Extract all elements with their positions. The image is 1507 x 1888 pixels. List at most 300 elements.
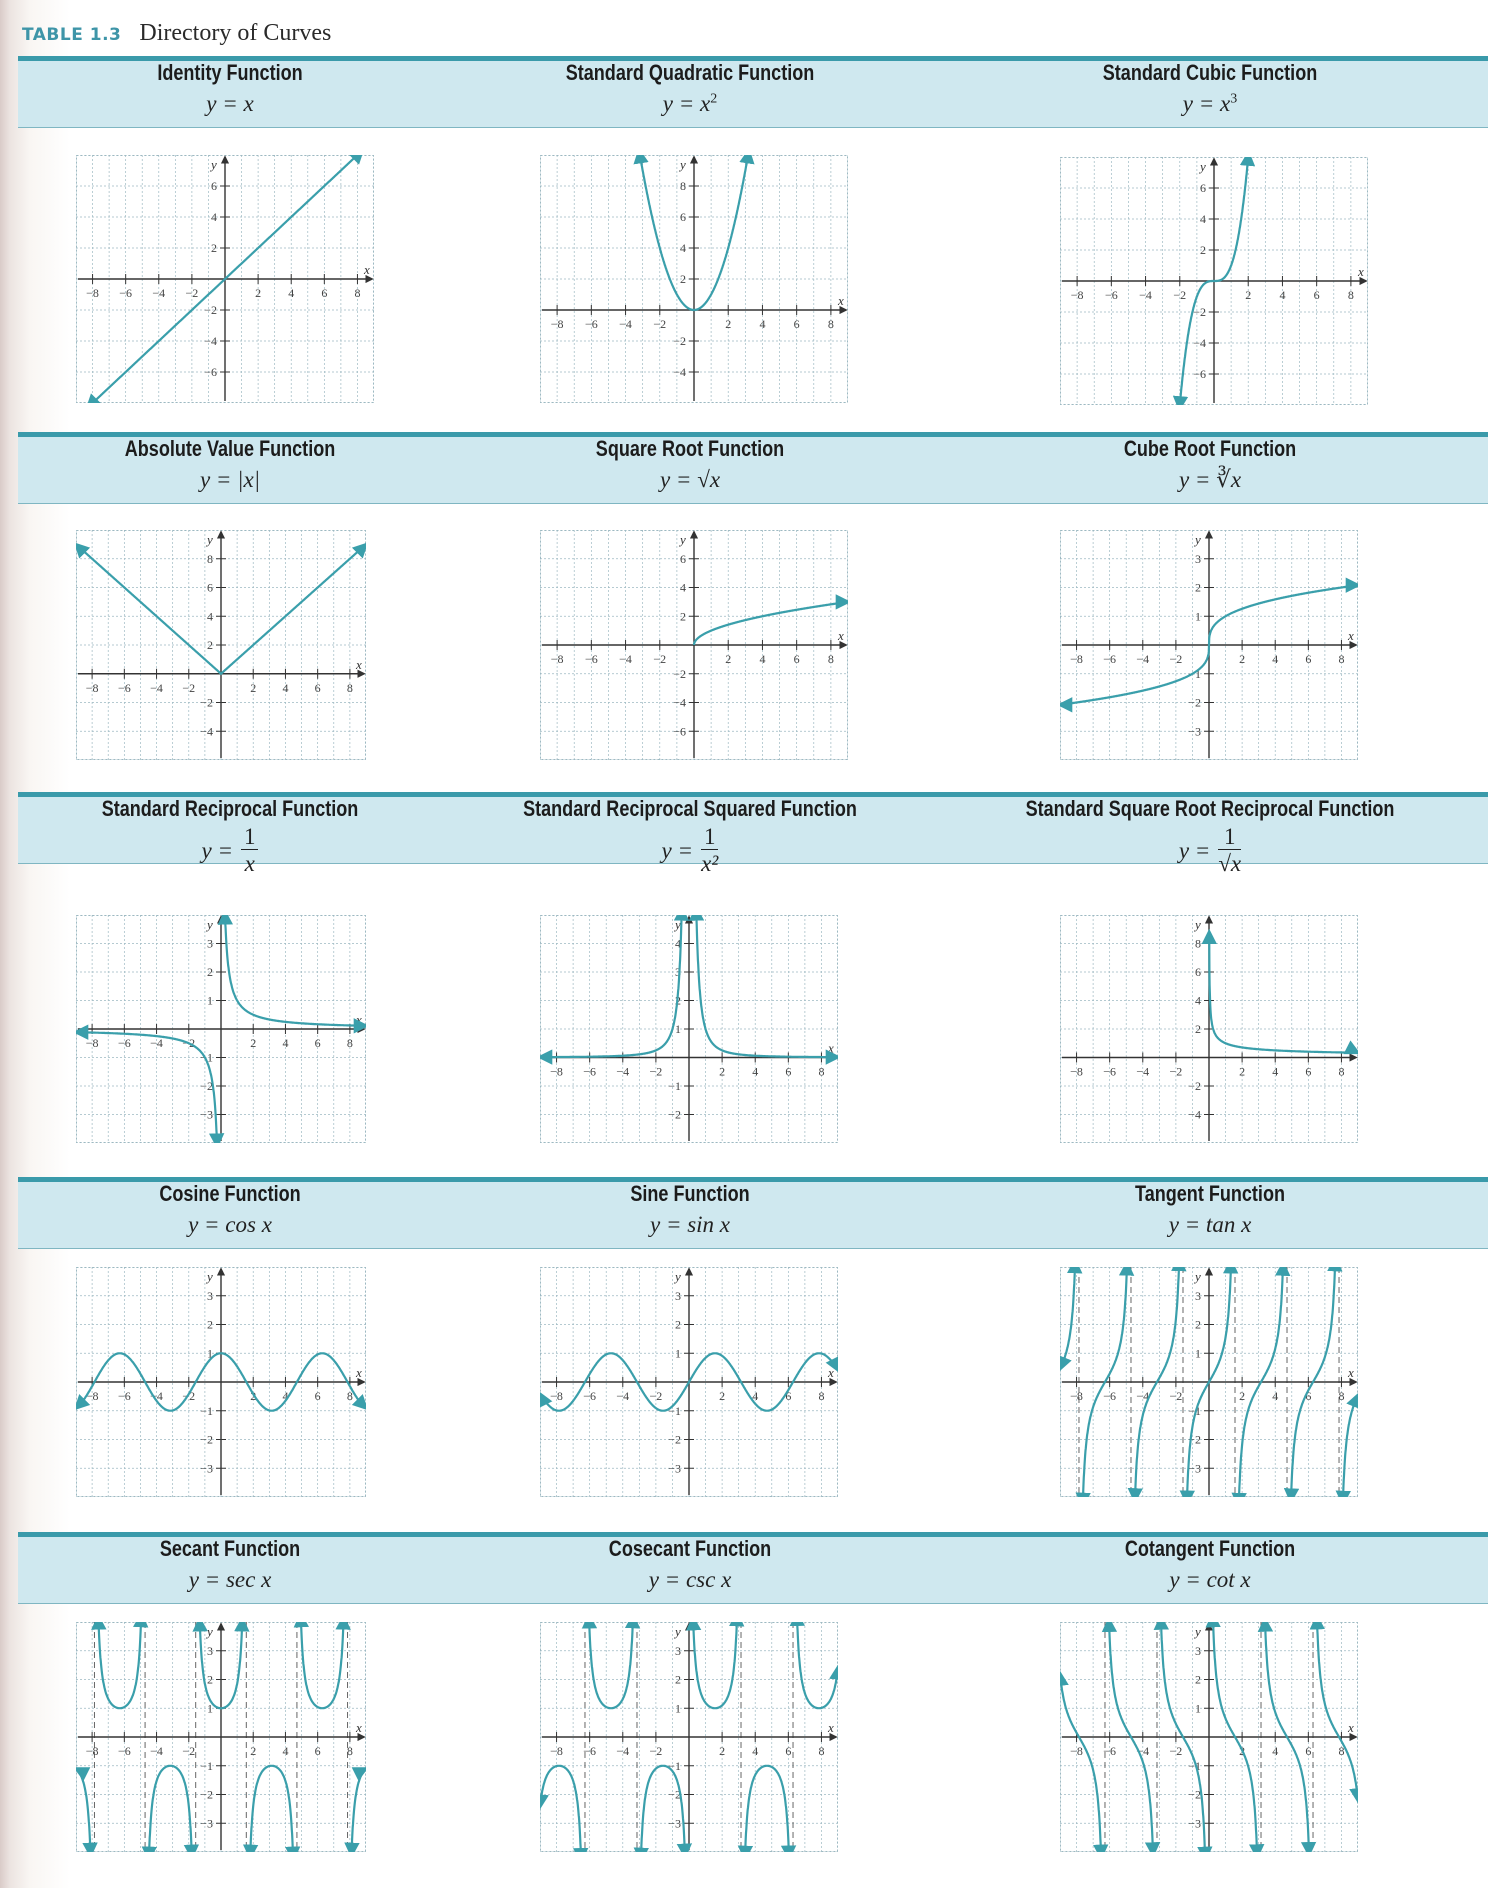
y-tick-label: 4 [211,210,217,224]
y-tick-label: 8 [207,551,213,566]
function-name: Standard Reciprocal Squared Function [523,796,857,821]
x-tick-label: 8 [1338,1744,1345,1758]
chart-svg [540,530,848,760]
x-tick-label: −2 [182,1036,196,1050]
x-tick-label: 6 [314,1036,321,1050]
x-tick-label: 8 [346,1744,353,1758]
x-tick-label: −8 [550,1389,563,1403]
x-tick-label: −6 [117,1744,131,1758]
header-cbrt [980,432,1440,493]
function-name: Square Root Function [595,436,785,461]
function-equation: y = |x| [199,467,261,492]
function-name: Identity Function [157,60,303,85]
graph-identity [76,155,374,403]
x-tick-label: 2 [250,1036,257,1050]
y-tick-label: −2 [200,695,213,710]
graph-secant [76,1622,366,1852]
y-axis-label: y [211,157,217,172]
x-tick-label: −2 [1169,1389,1183,1403]
function-equation: y = √x [659,467,721,492]
table-title [22,20,331,47]
chart-svg [1060,157,1368,405]
chart-svg [76,530,366,760]
x-axis-label: x [1358,264,1364,279]
x-tick-label: −4 [152,286,166,300]
y-axis-label: y [675,1269,681,1284]
y-tick-label: −3 [1188,724,1201,739]
x-tick-label: −6 [583,1064,597,1079]
y-tick-label: −2 [1188,695,1201,710]
function-name: Cosecant Function [608,1536,772,1561]
x-tick-label: −8 [550,652,564,666]
x-tick-label: −8 [85,1036,99,1050]
x-tick-label: −8 [85,1389,99,1403]
y-tick-label: −2 [200,1079,213,1093]
header-cosecant [460,1532,920,1593]
x-axis-label: x [1348,1365,1354,1380]
x-tick-label: 6 [1305,652,1312,666]
y-tick-label: 4 [207,609,213,624]
chart-svg [1060,1267,1358,1497]
function-name: Standard Quadratic Function [565,60,815,85]
x-tick-label: −4 [150,1389,163,1403]
y-tick-label: 2 [680,609,686,624]
y-tick-label: −4 [673,695,686,710]
x-tick-label: −8 [1070,288,1084,302]
x-tick-label: 4 [288,286,295,300]
header-absolute [0,432,460,493]
x-tick-label: −6 [117,1389,131,1403]
x-tick-label: −6 [1103,652,1117,666]
y-tick-label: −3 [200,1107,213,1122]
x-tick-label: 4 [752,1389,759,1403]
y-tick-label: 6 [207,580,213,595]
x-tick-label: −8 [85,680,99,695]
x-tick-label: −2 [1169,652,1183,666]
y-tick-label: −3 [1188,1461,1201,1476]
x-tick-label: 2 [250,680,257,695]
x-axis-label: x [828,1040,834,1056]
y-tick-label: −1 [200,1758,213,1773]
function-equation: $y = x^2$ [662,91,718,116]
x-tick-label: 4 [752,1064,759,1079]
x-tick-label: −2 [1169,1064,1183,1079]
y-tick-label: −2 [668,1432,681,1447]
chart-svg [1060,1622,1358,1852]
header-sqrt-reciprocal [980,792,1440,877]
x-tick-label: −8 [1070,1064,1083,1079]
x-tick-label: 2 [250,1744,257,1758]
x-tick-label: 2 [255,286,262,300]
graph-cotangent [1060,1622,1358,1852]
chart-svg [1060,530,1358,760]
x-tick-label: −8 [1070,1389,1083,1403]
x-tick-label: 6 [314,680,321,695]
chart-svg [1060,915,1358,1143]
x-tick-label: −2 [182,1744,196,1758]
function-name: Cube Root Function [1123,436,1297,461]
x-tick-label: 2 [719,1064,726,1079]
y-tick-label: −3 [200,1816,213,1831]
x-tick-label: 6 [321,286,328,300]
y-tick-label: 2 [675,1672,681,1687]
x-tick-label: 8 [346,680,353,695]
x-tick-label: 4 [1272,652,1279,666]
function-equation: y = sin x [649,1212,731,1237]
y-tick-label: 8 [680,179,686,193]
function-name: Standard Reciprocal Function [101,796,359,821]
x-tick-label: −6 [1104,288,1118,302]
x-tick-label: 4 [282,1389,289,1403]
y-tick-label: 2 [1195,1022,1201,1036]
x-tick-label: −4 [1136,1064,1150,1079]
x-tick-label: −2 [649,1389,663,1403]
x-tick-label: −2 [649,1744,663,1758]
y-tick-label: −2 [1188,1079,1201,1093]
x-tick-label: −8 [550,1744,563,1758]
y-tick-label: −1 [1188,666,1201,681]
y-tick-label: −2 [200,1432,213,1447]
y-tick-label: 3 [1195,1288,1201,1303]
y-tick-label: −4 [673,365,686,379]
y-tick-label: −3 [668,1816,681,1831]
x-tick-label: 2 [1239,1389,1246,1403]
y-tick-label: −3 [200,1461,213,1476]
header-cosine [0,1177,460,1238]
y-tick-label: −1 [200,1050,213,1065]
x-tick-label: 2 [725,652,732,666]
x-tick-label: −4 [1139,288,1152,302]
x-tick-label: 6 [1305,1389,1312,1403]
y-tick-label: 1 [207,1346,213,1361]
x-tick-label: 8 [1338,652,1345,666]
x-tick-label: −6 [117,1036,131,1050]
chart-svg [540,1267,838,1497]
x-tick-label: −8 [1070,652,1083,666]
y-tick-label: −2 [204,303,217,317]
x-tick-label: −6 [584,652,598,666]
y-tick-label: 6 [680,210,686,224]
x-tick-label: −4 [616,1389,630,1403]
x-axis-label: x [356,656,362,672]
y-axis-label: y [207,917,213,932]
graph-sqrt [540,530,848,760]
header-reciprocal-squared [460,792,920,877]
x-tick-label: −6 [584,317,598,331]
x-tick-label: 4 [1272,1064,1279,1079]
y-axis-label: y [680,157,686,172]
y-tick-label: −2 [1188,1787,1201,1802]
x-tick-label: −4 [150,1036,163,1050]
x-tick-label: −4 [1136,1744,1150,1758]
x-tick-label: −2 [182,1389,196,1403]
y-tick-label: 2 [680,272,686,286]
x-tick-label: 4 [752,1744,759,1758]
y-tick-label: 6 [1200,181,1206,195]
function-name: Standard Square Root Reciprocal Function [1025,796,1395,821]
y-axis-label: y [1195,917,1201,932]
y-tick-label: −2 [668,1107,681,1122]
y-tick-label: −6 [204,365,217,379]
function-name: Cosine Function [159,1181,301,1206]
y-tick-label: 4 [680,580,686,595]
y-tick-label: 1 [675,1022,681,1036]
header-tangent [980,1177,1440,1238]
x-tick-label: −8 [86,286,99,300]
y-tick-label: −1 [668,1403,681,1418]
x-tick-label: −2 [182,680,196,695]
x-tick-label: 4 [759,652,766,666]
function-name: Tangent Function [1135,1181,1285,1206]
graph-sqrt-reciprocal [1060,915,1358,1143]
x-tick-label: −2 [185,286,199,300]
y-axis-label: y [207,532,213,547]
x-tick-label: 4 [282,1744,289,1758]
x-tick-label: −4 [1136,1389,1150,1403]
y-tick-label: −4 [1193,336,1206,350]
y-tick-label: −2 [1188,1432,1201,1447]
x-tick-label: 6 [785,1744,792,1758]
y-axis-label: y [675,917,681,932]
y-tick-label: 2 [1195,1317,1201,1332]
x-tick-label: 2 [719,1744,726,1758]
y-tick-label: −2 [200,1787,213,1802]
x-tick-label: −6 [117,680,131,695]
x-tick-label: 8 [346,1036,353,1050]
header-cubic [980,56,1440,117]
x-tick-label: 4 [759,317,766,331]
x-tick-label: 4 [1272,1389,1279,1403]
header-sine [460,1177,920,1238]
chart-svg [76,1267,366,1497]
y-tick-label: −6 [673,724,686,739]
x-tick-label: −8 [550,317,564,331]
x-tick-label: 8 [827,652,834,666]
x-tick-label: 6 [785,1064,792,1079]
chart-svg [76,915,366,1143]
function-name: Standard Cubic Function [1102,60,1318,85]
x-axis-label: x [828,1365,834,1380]
x-axis-label: x [356,1720,362,1735]
y-tick-label: −1 [668,1079,681,1093]
y-axis-label: y [1195,532,1201,547]
y-tick-label: 1 [1195,1701,1201,1716]
y-tick-label: 3 [1195,1643,1201,1658]
y-tick-label: 3 [675,1643,681,1658]
function-equation: y = csc x [648,1567,732,1592]
function-name: Secant Function [159,1536,301,1561]
y-tick-label: −3 [1188,1816,1201,1831]
x-tick-label: −4 [619,652,632,666]
x-axis-label: x [1348,628,1354,643]
function-name: Sine Function [630,1181,750,1206]
function-equation: $y = x^3$ [1182,91,1238,116]
x-tick-label: 2 [1239,652,1246,666]
y-tick-label: −4 [1188,1107,1201,1122]
graph-reciprocal-squared [540,915,838,1143]
x-tick-label: −4 [1136,652,1150,666]
header-cotangent [980,1532,1440,1593]
table-caption: Directory of Curves [139,20,332,46]
x-tick-label: −2 [653,317,667,331]
graph-cosine [76,1267,366,1497]
x-tick-label: 8 [1347,288,1354,302]
y-tick-label: −1 [1188,1403,1201,1418]
x-tick-label: −2 [653,652,667,666]
x-tick-label: 2 [1239,1064,1246,1079]
y-axis-label: y [675,1624,681,1639]
x-tick-label: −6 [1103,1389,1117,1403]
graph-cbrt [1060,530,1358,760]
y-tick-label: 2 [1195,1672,1201,1687]
x-tick-label: 4 [282,680,289,695]
y-tick-label: 3 [675,1288,681,1303]
header-identity [0,56,460,117]
x-tick-label: 6 [793,317,800,331]
x-axis-label: x [356,1012,362,1027]
x-tick-label: 2 [725,317,732,331]
x-axis-label: x [828,1720,834,1735]
x-tick-label: 8 [818,1744,825,1758]
x-tick-label: −6 [1103,1744,1117,1758]
y-tick-label: 4 [1195,993,1201,1008]
x-tick-label: 2 [250,1389,257,1403]
y-tick-label: 2 [1195,580,1201,595]
y-tick-label: 1 [207,1701,213,1716]
x-tick-label: −6 [583,1744,597,1758]
y-tick-label: 1 [675,1701,681,1716]
x-axis-label: x [838,628,844,643]
y-axis-label: y [1195,1624,1201,1639]
x-tick-label: −8 [85,1744,99,1758]
y-axis-label: y [1195,1269,1201,1284]
function-name: Absolute Value Function [124,436,336,461]
y-tick-label: −2 [673,334,686,348]
graph-tangent [1060,1267,1358,1497]
graph-quadratic [540,155,848,403]
chart-svg [76,155,374,403]
x-tick-label: 4 [1279,288,1286,302]
x-tick-label: −4 [616,1744,630,1758]
y-tick-label: 2 [207,1672,213,1687]
x-tick-label: −6 [1103,1064,1117,1079]
function-name: Cotangent Function [1124,1536,1296,1561]
y-tick-label: 6 [211,179,217,193]
y-tick-label: 1 [207,993,213,1008]
graph-cubic [1060,157,1368,405]
function-equation: y = cot x [1169,1567,1251,1592]
x-axis-label: x [838,293,844,308]
y-tick-label: −4 [200,724,213,739]
x-tick-label: 6 [785,1389,792,1403]
y-tick-label: −1 [1188,1758,1201,1773]
x-tick-label: −4 [616,1064,630,1079]
y-tick-label: −1 [200,1403,213,1418]
x-axis-label: x [364,262,370,277]
x-tick-label: 8 [1338,1389,1345,1403]
y-tick-label: 3 [207,936,213,951]
function-equation: y = sec x [188,1567,272,1592]
y-axis-label: y [1200,159,1206,174]
y-tick-label: −3 [668,1461,681,1476]
x-tick-label: 6 [1305,1744,1312,1758]
x-tick-label: 4 [1272,1744,1279,1758]
y-tick-label: 3 [207,1288,213,1303]
function-equation: y = $\frac{1}{\text{x²}}$ [661,824,719,876]
y-tick-label: 4 [675,936,681,951]
y-tick-label: −2 [668,1787,681,1802]
y-axis-label: y [680,532,686,547]
function-equation: y = cos x [188,1212,272,1237]
function-equation: y = $\frac{1}{√x}$ [1178,824,1242,876]
x-tick-label: 6 [1313,288,1320,302]
chart-svg [540,155,848,403]
x-tick-label: 2 [1245,288,1252,302]
x-tick-label: −8 [550,1064,563,1079]
y-tick-label: 4 [1200,212,1206,226]
y-tick-label: −6 [1193,367,1206,381]
header-quadratic [460,56,920,117]
y-tick-label: 3 [1195,551,1201,566]
graph-reciprocal [76,915,366,1143]
y-tick-label: 2 [207,1317,213,1332]
y-tick-label: 3 [207,1643,213,1658]
x-tick-label: 2 [1239,1744,1246,1758]
graph-absolute [76,530,366,760]
graph-cosecant [540,1622,838,1852]
x-axis-label: x [356,1365,362,1380]
y-tick-label: −2 [673,666,686,681]
x-tick-label: 2 [719,1389,726,1403]
y-tick-label: 2 [675,993,681,1008]
x-tick-label: −4 [150,680,163,695]
x-tick-label: 4 [282,1036,289,1050]
x-tick-label: 8 [354,286,361,300]
chart-svg [540,1622,838,1852]
x-tick-label: 6 [314,1389,321,1403]
function-equation: y = $\frac{1}{x}$ [202,824,259,877]
x-tick-label: −6 [583,1389,597,1403]
function-equation: y = x [206,91,254,116]
x-tick-label: 6 [314,1744,321,1758]
y-tick-label: 2 [675,1317,681,1332]
x-tick-label: 8 [818,1389,825,1403]
x-tick-label: −2 [1169,1744,1183,1758]
graph-sine [540,1267,838,1497]
function-equation: y = ∛x [1178,467,1242,492]
y-axis-label: y [207,1269,213,1284]
chart-svg [76,1622,366,1852]
x-tick-label: −2 [649,1064,663,1079]
y-tick-label: 3 [675,965,681,979]
x-tick-label: 8 [818,1064,825,1079]
function-equation: y = tan x [1168,1212,1252,1237]
header-reciprocal [0,792,460,877]
y-tick-label: −2 [1193,305,1206,319]
y-tick-label: 1 [1195,1346,1201,1361]
y-tick-label: 2 [207,638,213,652]
x-tick-label: 6 [1305,1064,1312,1079]
y-tick-label: 6 [680,551,686,566]
x-tick-label: −8 [1070,1744,1083,1758]
y-tick-label: 6 [1195,965,1201,979]
table-number: TABLE 1.3 [22,25,122,45]
y-tick-label: 1 [675,1346,681,1361]
y-tick-label: 2 [211,241,217,255]
x-axis-label: x [1348,1720,1354,1735]
header-secant [0,1532,460,1593]
x-tick-label: 6 [793,652,800,666]
